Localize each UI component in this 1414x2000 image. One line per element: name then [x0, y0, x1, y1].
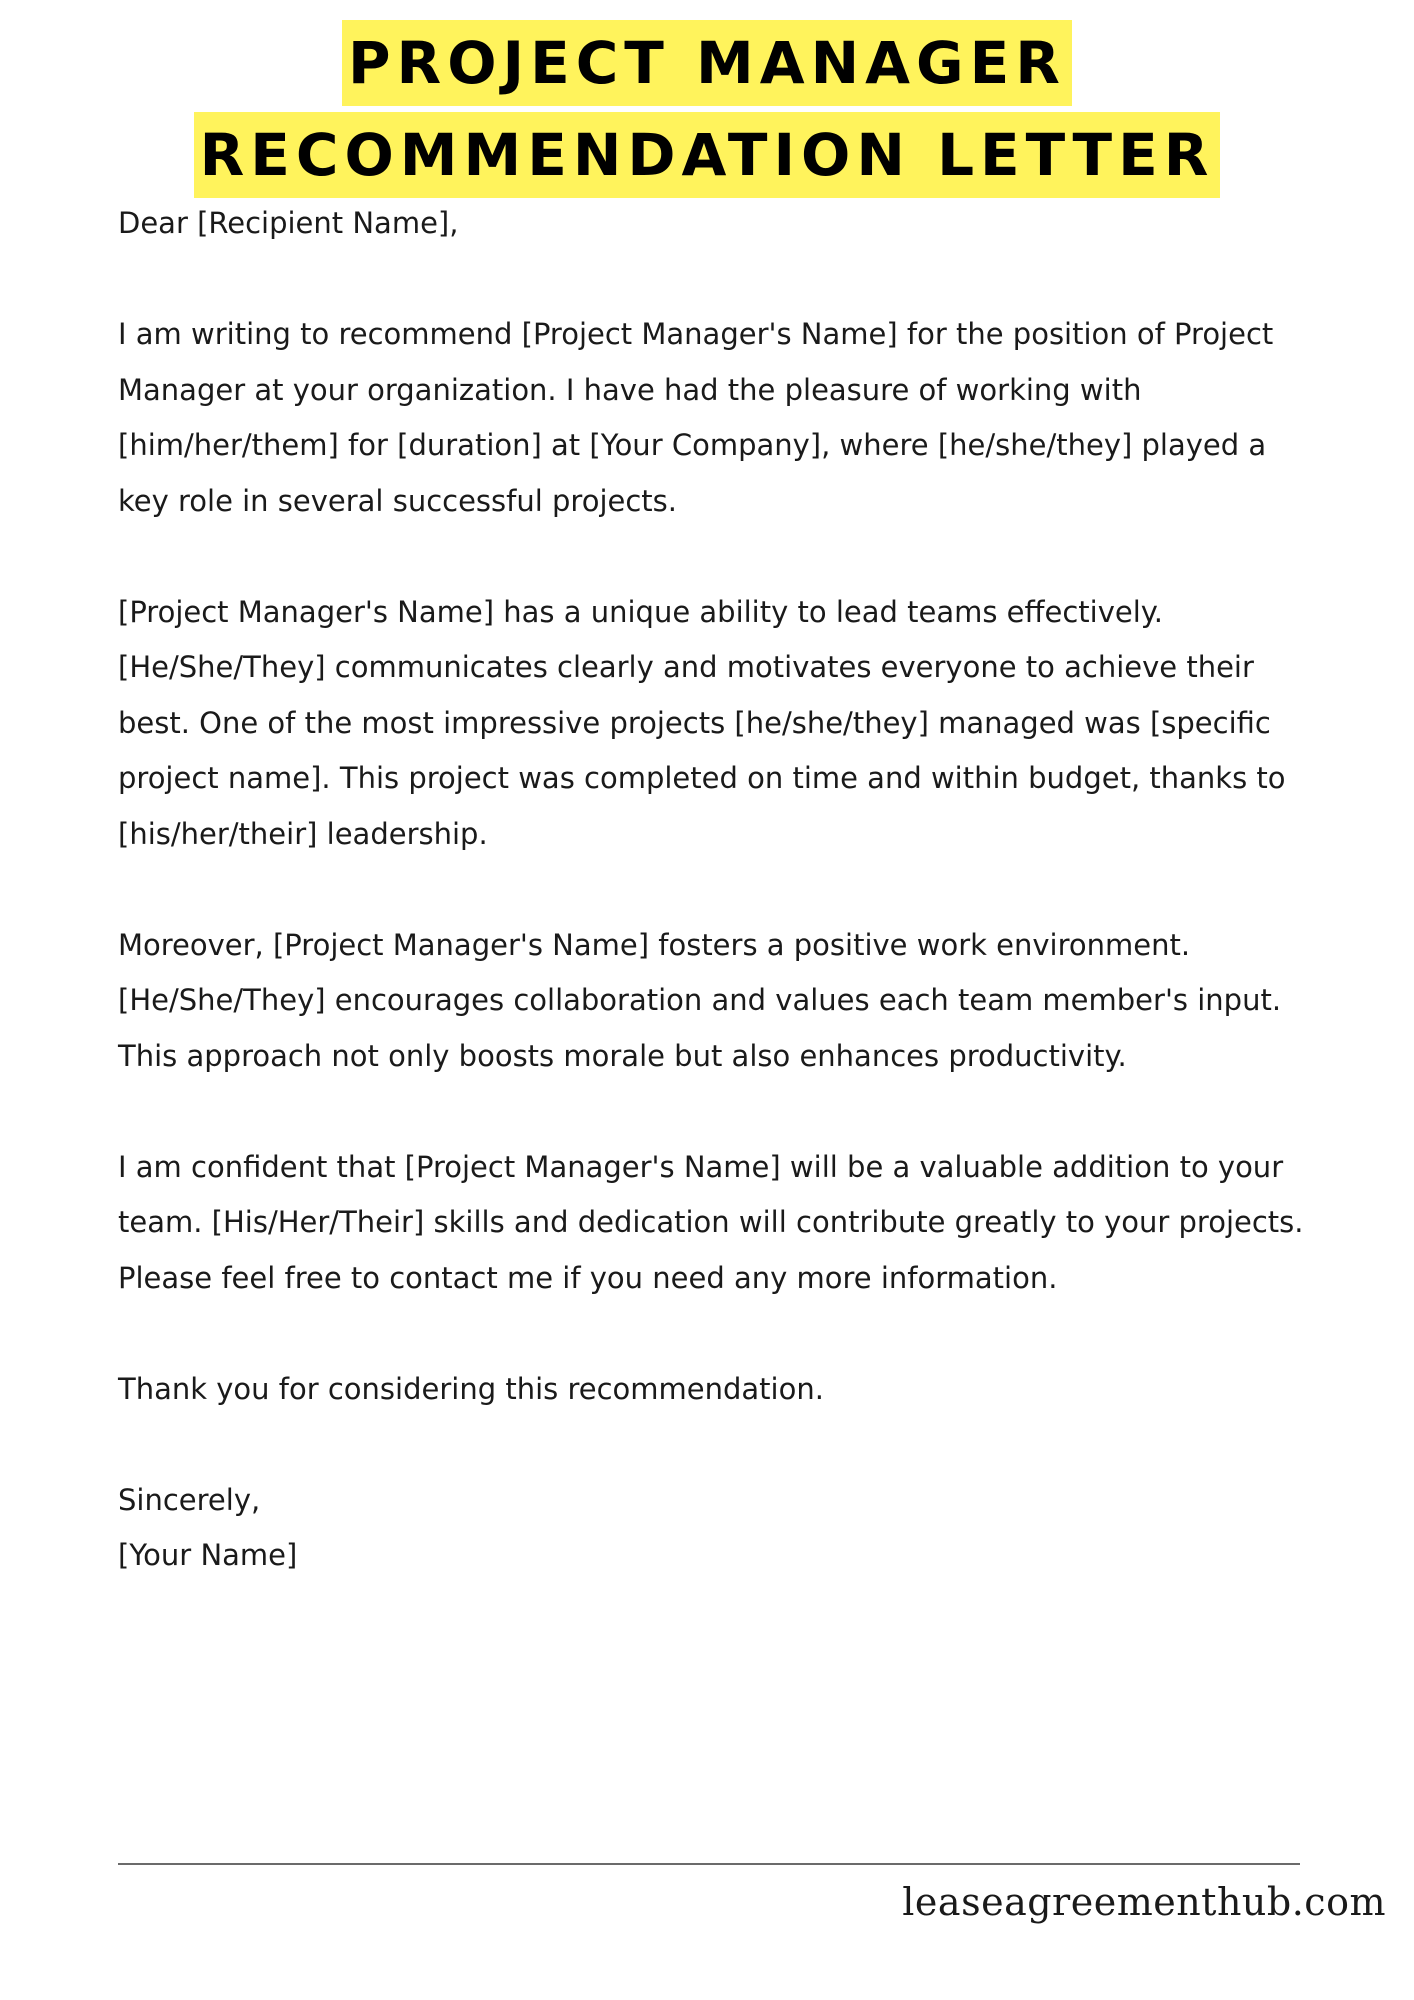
signature: [Your Name]	[118, 1538, 298, 1572]
letter-body	[118, 196, 1318, 1584]
paragraph-intro: I am writing to recommend [Project Manager's Name] for the position of Project Manager at your organization. I have had the pleasure of working with [him/her/them] for [duration] at [Your Company], where [he/she/they] played a key role in several successful projects.	[118, 317, 1274, 518]
paragraph-environment: Moreover, [Project Manager's Name] fosters a positive work environment. [He/She/They] encourages collaboration and values each team member's input. This approach not only boosts morale but also enhances productivity.	[118, 927, 1282, 1073]
salutation: Dear [Recipient Name],	[118, 206, 459, 240]
paragraph-thanks: Thank you for considering this recommendation.	[118, 1371, 824, 1406]
page-title	[0, 20, 1414, 198]
title-line-2: RECOMMENDATION LETTER	[194, 112, 1221, 198]
title-line-1: PROJECT MANAGER	[342, 20, 1072, 106]
footer-divider	[118, 1863, 1300, 1865]
paragraph-confidence: I am confident that [Project Manager's Name] will be a valuable addition to your team. [His/Her/Their] skills and dedication will contribute greatly to your projects. Please feel free to contact me if you need any more information.	[118, 1149, 1304, 1295]
website-logo: leaseagreementhub.com	[902, 1880, 1386, 1924]
closing: Sincerely,	[118, 1482, 261, 1517]
paragraph-leadership: [Project Manager's Name] has a unique ability to lead teams effectively. [He/She/They] communicates clearly and motivates everyone to achieve their best. One of the most impressive projects [he/she/they] managed was [specific project name]. This project was completed on time and within budget, thanks to [his/her/their] leadership.	[118, 594, 1286, 851]
